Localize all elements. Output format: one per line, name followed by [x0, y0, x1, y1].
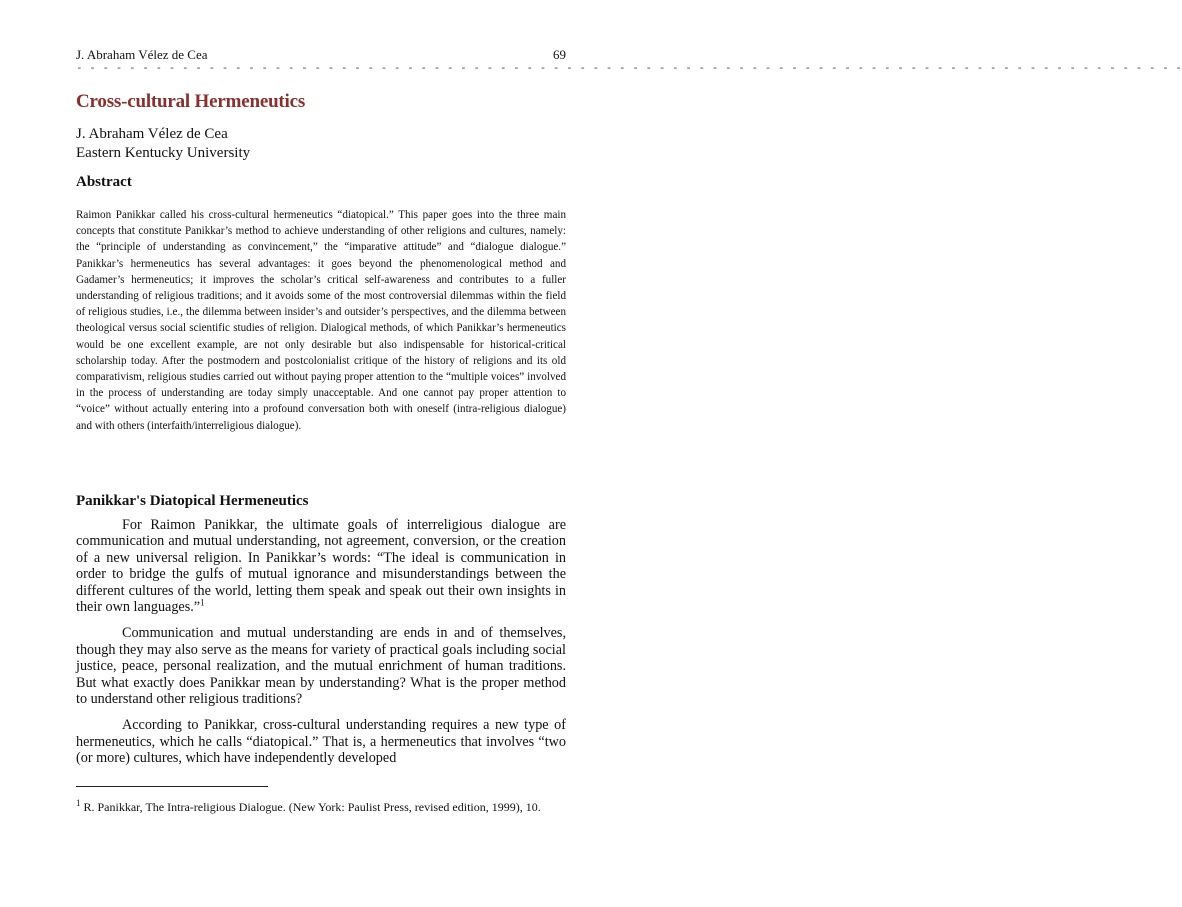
footnote-marker: 1: [76, 798, 81, 808]
body-paragraph: [76, 517, 566, 615]
body-paragraph: According to Panikkar, cross-cultural understanding requires a new type of hermeneutics, which he calls “diatopical.” That is, a hermeneutics that involves “two (or more) cultures, which have independently developed: [76, 717, 566, 767]
author-block: [76, 125, 250, 163]
running-header: [76, 47, 566, 62]
abstract-heading: Abstract: [76, 174, 132, 190]
body-text: [76, 517, 566, 777]
abstract-text: Raimon Panikkar called his cross-cultural hermeneutics “diatopical.” This paper goes into the three main concepts that constitute Panikkar’s method to achieve understanding of other religions and cultures, namely: the “principle of understanding as convincement,” the “imparative attitude” and “dialogue dialogue.” Panikkar’s hermeneutics has several advantages: it goes beyond the phenomenological method and Gadamer’s hermeneutics; it improves the scholar’s critical self-awareness and contributes to a fuller understanding of religious traditions; and it avoids some of the most controversial dilemmas within the field of religious studies, i.e., the dilemma between insider’s and outsider’s perspectives, and the dilemma between theological versus social scientific studies of religion. Dialogical methods, of which Panikkar’s hermeneutics would be one excellent example, are not only desirable but also indispensable for historical-critical scholarship today. After the postmodern and postcolonialist critique of the history of religions and its old comparativism, religious studies carried out without paying proper attention to the “multiple voices” involved in the process of understanding are today simply unacceptable. And one cannot pay proper attention to “voice” without actually entering into a profound conversation both with oneself (intra-religious dialogue) and with others (interfaith/interreligious dialogue).: [76, 209, 566, 432]
running-head-author: J. Abraham Vélez de Cea: [76, 47, 208, 62]
footnote-text: R. Panikkar, The Intra-religious Dialogue. (New York: Paulist Press, revised edition, 1999), 10.: [83, 800, 541, 814]
paragraph-text: For Raimon Panikkar, the ultimate goals of interreligious dialogue are communication and mutual understanding, not agreement, conversion, or the creation of a new universal religion. In Panikkar’s words: “The ideal is communication in order to bridge the gulfs of mutual ignorance and misunderstandings between the different cultures of the world, letting them speak and speak out their own insights in their own languages.”: [76, 517, 566, 616]
header-divider: - - - - - - - - - - - - - - - - - - - - - - - - - - - - - - - - - - - - - - - - - - - - - - - - - - - - - - - - - - - - - - - - - - - - - - - - - - - - - - - - - - - -: [76, 61, 1182, 74]
article-title: Cross-cultural Hermeneutics: [76, 91, 306, 112]
page-number: 69: [553, 47, 566, 62]
footnote-ref[interactable]: 1: [200, 597, 205, 608]
section-heading: Panikkar's Diatopical Hermeneutics: [76, 493, 309, 509]
author-name: J. Abraham Vélez de Cea: [76, 126, 228, 142]
author-affiliation: Eastern Kentucky University: [76, 145, 251, 161]
body-paragraph: Communication and mutual understanding are ends in and of themselves, though they may also serve as the means for variety of practical goals including social justice, peace, personal realization, and the mutual enrichment of human traditions. But what exactly does Panikkar mean by understanding? What is the proper method to understand other religious traditions?: [76, 625, 566, 708]
footnote: [76, 795, 556, 816]
footnote-rule: [76, 786, 268, 787]
